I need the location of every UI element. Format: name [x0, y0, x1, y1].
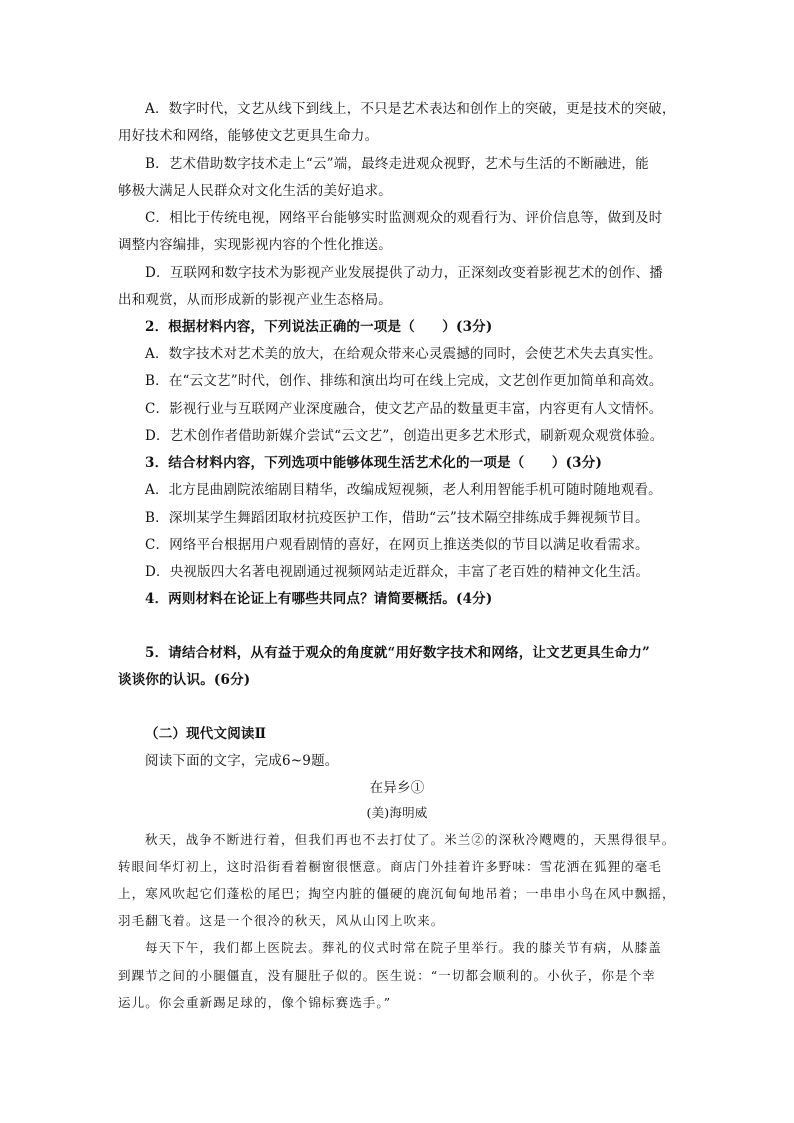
section-heading: （二）现代文阅读Ⅱ	[145, 726, 267, 742]
q1-option-c-line2: 调整内容编排，实现影视内容的个性化推送。	[118, 237, 392, 253]
q1-option-c-line1: C．相比于传统电视，网络平台能够实时监测观众的观看行为、评价信息等，做到及时	[145, 210, 663, 226]
passage-p2-line3: 运儿。你会重新踢足球的，像个锦标赛选手。”	[118, 995, 392, 1010]
passage-title: 在异乡①	[369, 780, 425, 796]
passage-p1-line3: 上，寒风吹起它们蓬松的尾巴；掏空内脏的僵硬的鹿沉甸甸地吊着；一串串小鸟在风中飘摇，	[118, 886, 676, 901]
q1-option-d-line2: 出和观赏，从而形成新的影视产业生态格局。	[118, 292, 392, 308]
passage-p1-line2: 转眼间华灯初上，这时沿街看着橱窗很惬意。商店门外挂着许多野味：雪花洒在狐狸的毫毛	[118, 859, 663, 874]
q1-option-a-line1: A．数字时代，文艺从线下到线上，不只是艺术表达和创作上的突破，更是技术的突破，	[145, 101, 676, 117]
q2-option-d: D．艺术创作者借助新媒介尝试“云文艺”，创造出更多艺术形式，刷新观众观赏体验。	[145, 428, 664, 444]
question-2-stem: 2．根据材料内容，下列说法正确的一项是（ ）(3分)	[145, 319, 493, 335]
q3-option-d: D．央视版四大名著电视剧通过视频网站走近群众，丰富了老百姓的精神文化生活。	[145, 564, 650, 580]
question-5-line1: 5．请结合材料，从有益于观众的角度就“用好数字技术和网络，让文艺更具生命力”	[145, 645, 651, 661]
q1-option-a-line2: 用好技术和网络，能够使文艺更具生命力。	[118, 128, 379, 144]
q2-option-b: B．在“云文艺”时代，创作、排练和演出均可在线上完成，文艺创作更加简单和高效。	[145, 373, 663, 389]
q2-option-a: A．数字技术对艺术美的放大，在给观众带来心灵震撼的同时，会使艺术失去真实性。	[145, 346, 662, 362]
passage-author: (美)海明威	[366, 805, 428, 820]
passage-p2-line2: 到踝节之间的小腿僵直，没有腿肚子似的。医生说：“一切都会顺利的。小伙子，你是个幸	[118, 968, 656, 983]
q1-option-b-line1: B．艺术借助数字技术走上“云”端，最终走进观众视野，艺术与生活的不断融进，能	[145, 156, 649, 172]
q1-option-b-line2: 够极大满足人民群众对文化生活的美好追求。	[118, 183, 392, 199]
passage-p1-line1: 秋天，战争不断进行着，但我们再也不去打仗了。米兰②的深秋冷飕飕的，天黑得很早。	[145, 832, 676, 847]
question-5-line2: 谈谈你的认识。(6分)	[118, 672, 251, 688]
passage-p2-line1: 每天下午，我们都上医院去。葬礼的仪式时常在院子里举行。我的膝关节有病，从膝盖	[145, 940, 662, 955]
question-4: 4．两则材料在论证上有哪些共同点？请简要概括。(4分)	[145, 591, 493, 607]
q3-option-b: B．深圳某学生舞蹈团取材抗疫医护工作，借助“云”技术隔空排练成手舞视频节目。	[145, 510, 649, 526]
question-3-stem: 3．结合材料内容，下列选项中能够体现生活艺术化的一项是（ ）(3分)	[145, 455, 603, 471]
q3-option-a: A．北方昆曲剧院浓缩剧目精华，改编成短视频，老人利用智能手机可随时随地观看。	[145, 482, 662, 498]
reading-instruction: 阅读下面的文字，完成6~9题。	[145, 753, 339, 769]
q2-option-c: C．影视行业与互联网产业深度融合，使文艺产品的数量更丰富，内容更有人文情怀。	[145, 401, 663, 417]
q3-option-c: C．网络平台根据用户观看剧情的喜好，在网页上推送类似的节目以满足收看需求。	[145, 537, 649, 553]
q1-option-d-line1: D．互联网和数字技术为影视产业发展提供了动力，正深刻改变着影视艺术的创作、播	[145, 265, 663, 281]
passage-p1-line4: 羽毛翻飞着。这是一个很冷的秋天，风从山冈上吹来。	[118, 913, 445, 928]
